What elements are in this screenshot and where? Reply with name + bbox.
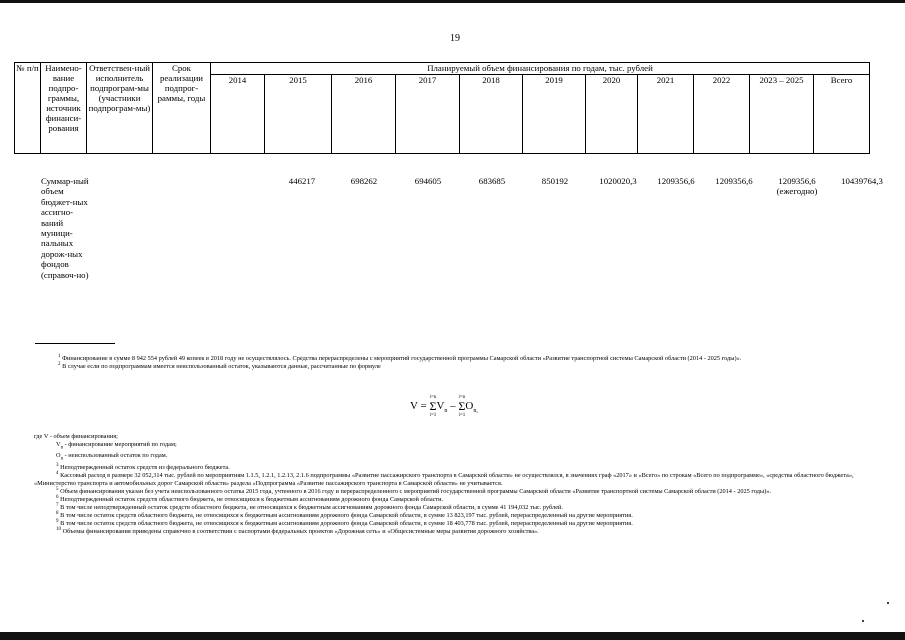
sum-sign-icon: i=n Σ i=1 [458, 395, 466, 418]
value-total: 10439764,3 [841, 176, 883, 186]
where-v: где V - объем финансирования; [34, 433, 118, 440]
footnote-3: $^3$ Неподтвержденный остаток средств из федерального бюджета. [56, 462, 230, 471]
year-header: 2018 [460, 75, 523, 154]
footnote-9: $^9$ В том числе остаток средств областного бюджета, не относящихся к бюджетным ассигнованиям дорожного фонда Самарской области, в сумме 18 403,778 тыс. рублей, перераспределенный на другие мероприятия. [56, 518, 633, 527]
page-top-edge [0, 0, 905, 3]
year-header: 2022 [694, 75, 750, 154]
page-bottom-edge [0, 632, 905, 640]
year-header: 2017 [396, 75, 460, 154]
value-2016: 698262 [350, 176, 378, 186]
col-header-planned: Планируемый объем финансирования по годам, тыс. рублей [211, 63, 870, 75]
year-header: 2020 [586, 75, 638, 154]
page-number: 19 [450, 33, 460, 44]
year-header: 2019 [523, 75, 586, 154]
where-vn: $V_n$ - финансирование мероприятий по годам; [56, 441, 177, 451]
footnotes-top [34, 355, 874, 371]
year-header: 2015 [265, 75, 332, 154]
col-header-responsible: Ответствен-ный исполнитель подпрограм-мы (участники подпрограм-мы) [87, 63, 153, 154]
col-header-term: Срок реализации подпрог-раммы, годы [153, 63, 211, 154]
row-label: Суммар-ный объем бюджет-ных ассигно-ваний муници-пальных дорож-ных фондов (справоч-но) [41, 176, 89, 280]
value-2017: 694605 [414, 176, 442, 186]
financing-table [14, 62, 870, 154]
footnote-5: $^5$ Объем финансирования указан без учета неиспользованного остатка 2015 года, учтенного в 2016 году и перераспределенного с мероприятий государственной программы Самарской области «Развитие транспортной системы Самарской области (2014 - 2025 годы)». [56, 486, 772, 495]
value-2023-2025: 1209356,6 (ежегодно) [776, 176, 818, 197]
year-header: 2021 [638, 75, 694, 154]
footnote-6: $^6$ Неподтвержденный остаток средств областного бюджета, не относящихся к бюджетным ассигнованиям дорожного фонда Самарской области. [56, 494, 444, 503]
value-2020: 1020020,3 [599, 176, 637, 186]
year-header-total: Всего [814, 75, 870, 154]
value-2021: 1209356,6 [657, 176, 695, 186]
footnote-separator [35, 343, 115, 344]
footnotes-bottom [34, 433, 874, 536]
col-header-name: Наимено-вание подпро-граммы, источник финанси-рования [41, 63, 87, 154]
sum-sign-icon: i=n Σ i=1 [429, 395, 437, 418]
footnote-2: $^2$ В случае если по подпрограммам имеется неиспользованный остаток, указываются данные, рассчитанные по формуле [58, 361, 381, 370]
footnote-1: $^1$ Финансирование в сумме 8 942 554 рублей 49 копеек в 2018 году не осуществлялось. Средства перераспределены с мероприятий государственной программы Самарской области «Развитие транспортной системы Самарской области (2014 - 2025 годы)». [58, 353, 742, 362]
value-2019: 850192 [541, 176, 569, 186]
formula: V = i=n Σ i=1 $V_n$ – i=n Σ i=1 $O_{n,}$ [410, 395, 478, 418]
footnote-10: $^{10}$ Объемы финансирования приведены справочно в соответствии с паспортами федеральных проектов «Дорожная сеть» и «Общесистемные меры развития дорожного хозяйства». [56, 526, 539, 535]
footnote-7: $^7$ В том числе неподтвержденный остаток средств областного бюджета, не относящихся к бюджетным ассигнованиям дорожного фонда Самарской области, в сумме 41 194,032 тыс. рублей. [56, 502, 563, 511]
value-2018: 683685 [478, 176, 506, 186]
col-header-num: № п/п [15, 63, 41, 154]
scan-speck [862, 620, 864, 622]
value-2022: 1209356,6 [715, 176, 753, 186]
where-on: $O_n$ - неиспользованный остаток по годам. [56, 452, 168, 462]
footnote-4: $^4$ Кассовый расход в размере 32 052,314 тыс. рублей по мероприятиям 1.1.5, 1.2.1, 1.2.13, 2.1.6 подпрограммы «Развитие пассажирского транспорта в Самарской области» не осуществлялся, в значениях граф «2017» и «Всего» по строкам «Всего по подпрограмме», «средства областного бюджета», «Министерство транспорта и автомобильных дорог Самарской области» раздела «Подпрограмма «Развитие пассажирского транспорта в Самарской области» не учитывается. [34, 470, 854, 487]
year-header: 2023 – 2025 [750, 75, 814, 154]
scan-speck [887, 602, 889, 604]
footnote-8: $^8$ В том числе остаток средств областного бюджета, не относящихся к бюджетным ассигнованиям дорожного фонда Самарской области, в сумме 13 823,197 тыс. рублей, перераспределенный на другие мероприятия. [56, 510, 633, 519]
year-header: 2016 [332, 75, 396, 154]
value-2015: 446217 [288, 176, 316, 186]
year-header: 2014 [211, 75, 265, 154]
